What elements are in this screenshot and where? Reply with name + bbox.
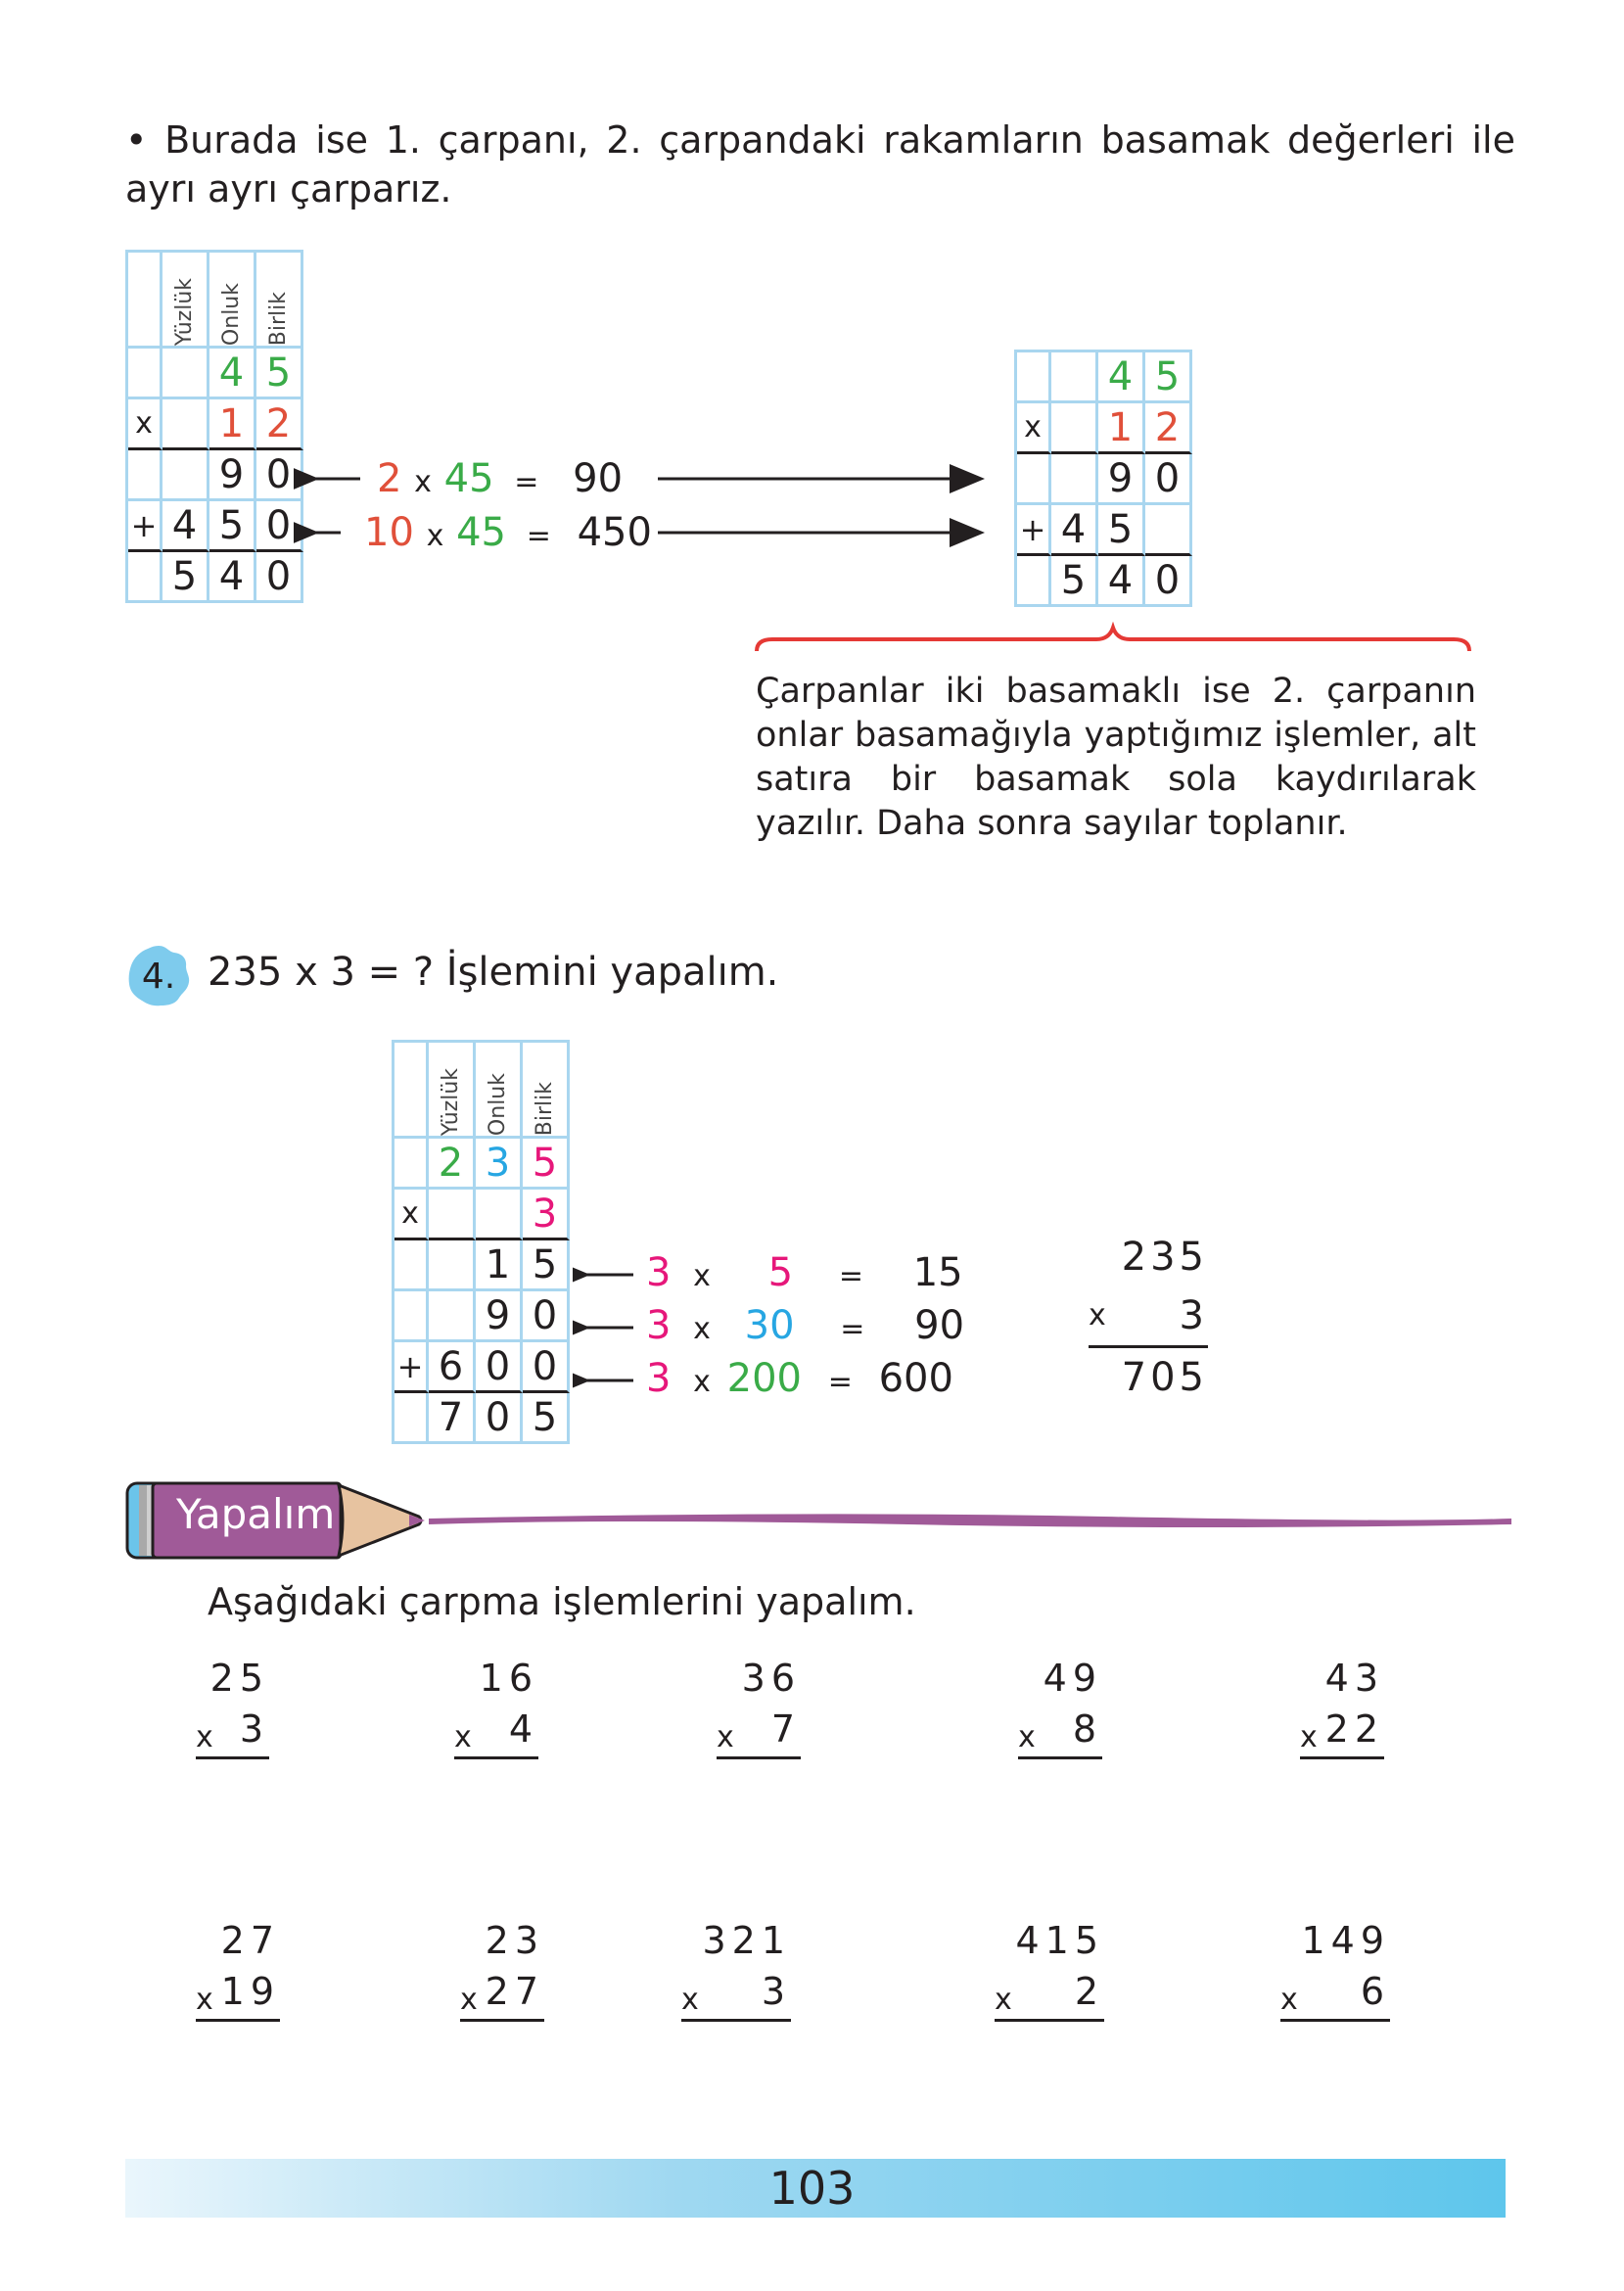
digit: 1 [476,1240,523,1291]
multiplicand: 235 [1121,1235,1208,1280]
digit: 5 [1098,505,1145,556]
digit: 0 [256,552,303,603]
digit: 0 [256,450,303,501]
digit: 4 [209,349,256,399]
header-ones: Birlik [533,1081,557,1136]
exercise-item: 23 x 27 [460,1919,544,2022]
digit: 0 [523,1291,570,1342]
digit: 4 [1098,556,1145,607]
intro-paragraph: • Burada ise 1. çarpanı, 2. çarpandaki rakamların basamak değerleri ile ayrı ayrı çarparız. [125,118,1515,210]
digit: 2 [1145,403,1192,454]
header-tens: Onluk [486,1072,510,1136]
exercise-item: 25 x 3 [196,1657,269,1759]
question-number: 4. [141,956,176,997]
header-hundreds: Yüzlük [439,1067,463,1136]
digit: 5 [1051,556,1098,607]
digit: 4 [1051,505,1098,556]
place-value-grid-2 [1014,350,1192,607]
exercise-item: 43 x 22 [1300,1657,1384,1759]
yapalim-title: Yapalım [176,1490,336,1538]
digit: 1 [209,399,256,450]
digit: 1 [1098,403,1145,454]
digit: 5 [523,1139,570,1190]
page-number: 103 [768,2162,856,2215]
arrows-ex2 [573,1243,641,1400]
exercise-item: 27 x 19 [196,1919,280,2022]
exercise-item: 415 x 2 [995,1919,1104,2022]
digit: 9 [209,450,256,501]
brace-icon [749,622,1478,661]
operator-plus: + [394,1342,429,1393]
operator-times: x [1089,1298,1110,1333]
digit: 0 [1145,556,1192,607]
digit: 5 [523,1240,570,1291]
digit: 5 [162,552,209,603]
note-text: Çarpanlar iki basamaklı ise 2. çarpanın onlar basamağıyla yaptığımız işlemler, alt satıra bir basamak sola kaydırılarak yazılır. Daha sonra sayılar toplanır. [756,672,1476,843]
digit: 4 [209,552,256,603]
operator-plus: + [128,501,162,552]
digit: 5 [523,1393,570,1444]
header-tens: Onluk [219,282,244,346]
equation-row: 2 x 45 = 90 [377,456,624,501]
digit: 4 [162,501,209,552]
instruction-text: Aşağıdaki çarpma işlemlerini yapalım. [208,1580,916,1623]
operator-times: x [394,1190,429,1240]
digit: 2 [256,399,303,450]
digit: 7 [429,1393,476,1444]
exercise-item: 16 x 4 [454,1657,538,1759]
multiplier: 3 [1179,1293,1208,1338]
equation-row: 3 x 200 = 600 [646,1356,953,1401]
digit: 4 [1098,352,1145,403]
digit: 0 [256,501,303,552]
operator-times: x [1017,403,1051,454]
exercise-item: 49 x 8 [1018,1657,1102,1759]
digit: 3 [523,1190,570,1240]
vertical-multiplication [1089,1228,1208,1407]
digit: 0 [1145,454,1192,505]
digit: 5 [1145,352,1192,403]
digit: 0 [476,1342,523,1393]
exercise-item: 149 x 6 [1280,1919,1390,2022]
operator-times: x [128,399,162,450]
place-value-grid-1 [125,250,303,603]
operator-plus: + [1017,505,1051,556]
digit: 0 [523,1342,570,1393]
digit: 3 [476,1139,523,1190]
exercise-item: 321 x 3 [681,1919,791,2022]
digit: 9 [1098,454,1145,505]
header-hundreds: Yüzlük [172,277,197,346]
digit: 5 [209,501,256,552]
digit: 0 [476,1393,523,1444]
header-ones: Birlik [266,291,291,346]
exercise-item: 36 x 7 [717,1657,801,1759]
question-text: 235 x 3 = ? İşlemini yapalım. [208,950,779,995]
product: 705 [1121,1355,1208,1400]
digit: 9 [476,1291,523,1342]
equation-row: 3 x 5 = 15 [646,1250,963,1295]
equation-row: 10 x 45 = 450 [364,510,652,555]
digit: 5 [256,349,303,399]
place-value-grid-3 [392,1040,570,1444]
digit: 6 [429,1342,476,1393]
digit: 2 [429,1139,476,1190]
equation-row: 3 x 30 = 90 [646,1303,965,1348]
